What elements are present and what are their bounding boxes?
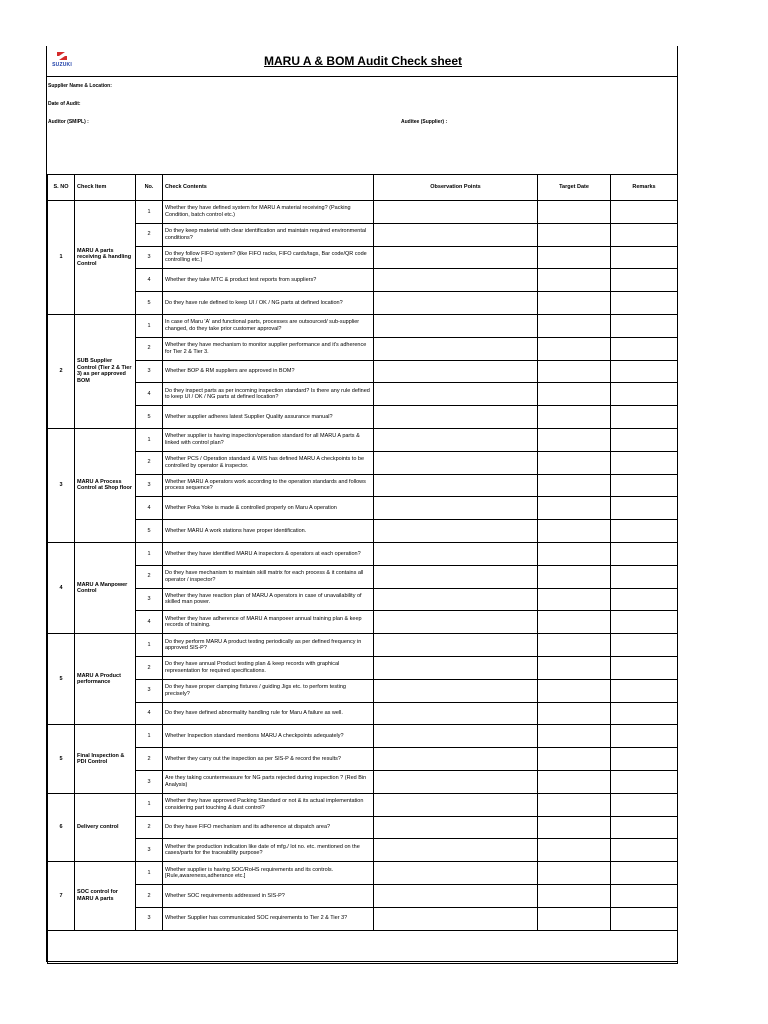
remarks-cell[interactable] bbox=[611, 383, 678, 406]
check-contents-cell: Whether they have adherence of MARU A manpoeer annual training plan & keep records of training. bbox=[163, 611, 374, 634]
remarks-cell[interactable] bbox=[611, 907, 678, 930]
table-body bbox=[48, 201, 678, 964]
header-check-item: Check Item bbox=[75, 175, 136, 201]
check-contents-cell: Whether Supplier has communicated SOC requirements to Tier 2 & Tier 3? bbox=[163, 907, 374, 930]
check-contents-cell: Do they follow FIFO system? (like FIFO racks, FIFO cards/tags, Bar code/QR code controlling etc.) bbox=[163, 246, 374, 269]
table-row bbox=[48, 406, 678, 429]
table-row bbox=[48, 451, 678, 474]
table-row bbox=[48, 793, 678, 816]
sno-cell: 5 bbox=[48, 634, 75, 725]
table-row bbox=[48, 702, 678, 725]
auditee-label: Auditee (Supplier) : bbox=[401, 119, 448, 125]
table-row bbox=[48, 246, 678, 269]
check-contents-cell: Whether MARU A operators work according to the operation standards and follows process sequence? bbox=[163, 474, 374, 497]
target-date-cell[interactable] bbox=[538, 520, 611, 543]
remarks-cell[interactable] bbox=[611, 542, 678, 565]
target-date-cell[interactable] bbox=[538, 246, 611, 269]
table-row bbox=[48, 314, 678, 337]
remarks-cell[interactable] bbox=[611, 588, 678, 611]
item-number-cell: 3 bbox=[136, 474, 163, 497]
target-date-cell[interactable] bbox=[538, 816, 611, 839]
observation-cell[interactable] bbox=[374, 246, 538, 269]
check-contents-cell: Whether they take MTC & product test reports from suppliers? bbox=[163, 269, 374, 292]
observation-cell[interactable] bbox=[374, 542, 538, 565]
remarks-cell[interactable] bbox=[611, 793, 678, 816]
table-row bbox=[48, 520, 678, 543]
item-number-cell: 3 bbox=[136, 588, 163, 611]
item-number-cell: 2 bbox=[136, 884, 163, 907]
remarks-cell[interactable] bbox=[611, 565, 678, 588]
item-number-cell: 5 bbox=[136, 520, 163, 543]
target-date-cell[interactable] bbox=[538, 793, 611, 816]
item-number-cell: 1 bbox=[136, 428, 163, 451]
check-item-cell: MARU A parts receiving & handling Control bbox=[75, 201, 136, 315]
remarks-cell[interactable] bbox=[611, 748, 678, 771]
table-row bbox=[48, 360, 678, 383]
remarks-cell[interactable] bbox=[611, 451, 678, 474]
table-row bbox=[48, 907, 678, 930]
check-contents-cell: Whether they have defined system for MARU A material receiving? (Packing Condition, batch control etc.) bbox=[163, 201, 374, 224]
remarks-cell[interactable] bbox=[611, 337, 678, 360]
remarks-cell[interactable] bbox=[611, 839, 678, 862]
table-row bbox=[48, 588, 678, 611]
remarks-cell[interactable] bbox=[611, 679, 678, 702]
check-contents-cell: Whether supplier is having SOC/RoHS requirements and its controls. [Rule,awareness,adherance etc.] bbox=[163, 862, 374, 885]
observation-cell[interactable] bbox=[374, 337, 538, 360]
target-date-cell[interactable] bbox=[538, 862, 611, 885]
check-item-cell: Final Inspection & PDI Control bbox=[75, 725, 136, 793]
observation-cell[interactable] bbox=[374, 565, 538, 588]
remarks-cell[interactable] bbox=[611, 884, 678, 907]
item-number-cell: 2 bbox=[136, 451, 163, 474]
table-row bbox=[48, 337, 678, 360]
item-number-cell: 4 bbox=[136, 611, 163, 634]
observation-cell[interactable] bbox=[374, 656, 538, 679]
observation-cell[interactable] bbox=[374, 474, 538, 497]
target-date-cell[interactable] bbox=[538, 725, 611, 748]
check-item-cell: MARU A Manpower Control bbox=[75, 542, 136, 633]
check-contents-cell: Whether they have approved Packing Standard or not & its actual implementation considering part touching & dust control? bbox=[163, 793, 374, 816]
table-row bbox=[48, 383, 678, 406]
check-contents-cell: Do they have rule defined to keep UI / OK / NG parts at defined location? bbox=[163, 292, 374, 315]
table-row bbox=[48, 474, 678, 497]
item-number-cell: 1 bbox=[136, 542, 163, 565]
target-date-cell[interactable] bbox=[538, 907, 611, 930]
check-contents-cell: Whether SOC requirements addressed in SIS-P? bbox=[163, 884, 374, 907]
remarks-cell[interactable] bbox=[611, 725, 678, 748]
date-label: Date of Audit: bbox=[48, 101, 81, 107]
check-contents-cell: Do they have annual Product testing plan & keep records with graphical representation for required specifications. bbox=[163, 656, 374, 679]
target-date-cell[interactable] bbox=[538, 884, 611, 907]
observation-cell[interactable] bbox=[374, 520, 538, 543]
item-number-cell: 2 bbox=[136, 748, 163, 771]
remarks-cell[interactable] bbox=[611, 816, 678, 839]
item-number-cell: 2 bbox=[136, 223, 163, 246]
item-number-cell: 2 bbox=[136, 656, 163, 679]
check-contents-cell: Are they taking countermeasure for NG parts rejected during inspection ? (Red Bin Analysis) bbox=[163, 770, 374, 793]
check-contents-cell: Do they have FIFO mechanism and its adherence at dispatch area? bbox=[163, 816, 374, 839]
table-row bbox=[48, 611, 678, 634]
page-title: MARU A & BOM Audit Check sheet bbox=[263, 54, 462, 68]
remarks-cell[interactable] bbox=[611, 406, 678, 429]
item-number-cell: 1 bbox=[136, 793, 163, 816]
table-row bbox=[48, 269, 678, 292]
item-number-cell: 5 bbox=[136, 406, 163, 429]
check-contents-cell: Whether the production indication like date of mfg./ lot no. etc. mentioned on the cases/parts for the traceability purpose? bbox=[163, 839, 374, 862]
table-row bbox=[48, 656, 678, 679]
check-contents-cell: Whether supplier is having inspection/operation standard for all MARU A parts & linked with control plan? bbox=[163, 428, 374, 451]
remarks-cell[interactable] bbox=[611, 246, 678, 269]
observation-cell[interactable] bbox=[374, 383, 538, 406]
check-contents-cell: Whether Poka Yoke is made & controlled properly on Maru A operation bbox=[163, 497, 374, 520]
footer-blank-cell bbox=[48, 930, 678, 963]
table-row bbox=[48, 565, 678, 588]
observation-cell[interactable] bbox=[374, 725, 538, 748]
remarks-cell[interactable] bbox=[611, 223, 678, 246]
table-row bbox=[48, 839, 678, 862]
checklist-table bbox=[47, 174, 678, 964]
item-number-cell: 1 bbox=[136, 634, 163, 657]
item-number-cell: 5 bbox=[136, 292, 163, 315]
target-date-cell[interactable] bbox=[538, 679, 611, 702]
check-contents-cell: Whether they have reaction plan of MARU A operators in case of unavailability of skilled man power. bbox=[163, 588, 374, 611]
table-row bbox=[48, 748, 678, 771]
target-date-cell[interactable] bbox=[538, 748, 611, 771]
target-date-cell[interactable] bbox=[538, 565, 611, 588]
observation-cell[interactable] bbox=[374, 223, 538, 246]
table-row bbox=[48, 770, 678, 793]
check-item-cell: MARU A Process Control at Shop floor bbox=[75, 428, 136, 542]
remarks-cell[interactable] bbox=[611, 702, 678, 725]
check-item-cell: SOC control for MARU A parts bbox=[75, 862, 136, 930]
check-contents-cell: Do they have proper clamping fixtures / guiding Jigs etc. to perform testing precisely? bbox=[163, 679, 374, 702]
sno-cell: 7 bbox=[48, 862, 75, 930]
target-date-cell[interactable] bbox=[538, 428, 611, 451]
item-number-cell: 1 bbox=[136, 862, 163, 885]
target-date-cell[interactable] bbox=[538, 337, 611, 360]
remarks-cell[interactable] bbox=[611, 862, 678, 885]
check-contents-cell: Do they have defined abnormality handling rule for Maru A failure as well. bbox=[163, 702, 374, 725]
check-contents-cell: Do they perform MARU A product testing periodically as per defined frequency in approved SIS-P? bbox=[163, 634, 374, 657]
sno-cell: 3 bbox=[48, 428, 75, 542]
check-contents-cell: Whether BOP & RM suppliers are approved in BOM? bbox=[163, 360, 374, 383]
supplier-label: Supplier Name & Location: bbox=[48, 83, 112, 89]
table-row bbox=[48, 862, 678, 885]
item-number-cell: 3 bbox=[136, 770, 163, 793]
logo-brand-text: SUZUKI bbox=[52, 62, 72, 68]
target-date-cell[interactable] bbox=[538, 360, 611, 383]
observation-cell[interactable] bbox=[374, 884, 538, 907]
check-item-cell: MARU A Product performance bbox=[75, 634, 136, 725]
header-observation: Observation Points bbox=[374, 175, 538, 201]
target-date-cell[interactable] bbox=[538, 269, 611, 292]
target-date-cell[interactable] bbox=[538, 406, 611, 429]
title-divider bbox=[47, 76, 677, 77]
observation-cell[interactable] bbox=[374, 406, 538, 429]
table-row bbox=[48, 725, 678, 748]
target-date-cell[interactable] bbox=[538, 542, 611, 565]
table-row bbox=[48, 816, 678, 839]
table-header-row bbox=[48, 175, 678, 201]
target-date-cell[interactable] bbox=[538, 497, 611, 520]
target-date-cell[interactable] bbox=[538, 223, 611, 246]
remarks-cell[interactable] bbox=[611, 292, 678, 315]
header-no: No. bbox=[136, 175, 163, 201]
target-date-cell[interactable] bbox=[538, 588, 611, 611]
target-date-cell[interactable] bbox=[538, 839, 611, 862]
table-row bbox=[48, 542, 678, 565]
sno-cell: 1 bbox=[48, 201, 75, 315]
target-date-cell[interactable] bbox=[538, 314, 611, 337]
table-row bbox=[48, 428, 678, 451]
remarks-cell[interactable] bbox=[611, 474, 678, 497]
table-row bbox=[48, 634, 678, 657]
sno-cell: 4 bbox=[48, 542, 75, 633]
check-item-cell: Delivery control bbox=[75, 793, 136, 861]
check-contents-cell: Whether they carry out the inspection as per SIS-P & record the results? bbox=[163, 748, 374, 771]
remarks-cell[interactable] bbox=[611, 611, 678, 634]
check-contents-cell: Whether supplier adheres latest Supplier Quality assurance manual? bbox=[163, 406, 374, 429]
observation-cell[interactable] bbox=[374, 862, 538, 885]
item-number-cell: 3 bbox=[136, 679, 163, 702]
header-check-contents: Check Contents bbox=[163, 175, 374, 201]
item-number-cell: 4 bbox=[136, 497, 163, 520]
observation-cell[interactable] bbox=[374, 770, 538, 793]
observation-cell[interactable] bbox=[374, 360, 538, 383]
observation-cell[interactable] bbox=[374, 907, 538, 930]
item-number-cell: 4 bbox=[136, 269, 163, 292]
check-contents-cell: Do they keep material with clear identification and maintain required environmental conditions? bbox=[163, 223, 374, 246]
target-date-cell[interactable] bbox=[538, 383, 611, 406]
item-number-cell: 2 bbox=[136, 816, 163, 839]
table-row bbox=[48, 884, 678, 907]
item-number-cell: 1 bbox=[136, 725, 163, 748]
observation-cell[interactable] bbox=[374, 702, 538, 725]
remarks-cell[interactable] bbox=[611, 770, 678, 793]
observation-cell[interactable] bbox=[374, 497, 538, 520]
remarks-cell[interactable] bbox=[611, 656, 678, 679]
target-date-cell[interactable] bbox=[538, 634, 611, 657]
header-target-date: Target Date bbox=[538, 175, 611, 201]
table-row bbox=[48, 497, 678, 520]
check-contents-cell: Do they have mechanism to maintain skill matrix for each process & it contains all operator / inspector? bbox=[163, 565, 374, 588]
observation-cell[interactable] bbox=[374, 793, 538, 816]
item-number-cell: 1 bbox=[136, 314, 163, 337]
check-contents-cell: Whether they have identified MARU A inspectors & operators at each operation? bbox=[163, 542, 374, 565]
header-remarks: Remarks bbox=[611, 175, 678, 201]
observation-cell[interactable] bbox=[374, 679, 538, 702]
observation-cell[interactable] bbox=[374, 634, 538, 657]
item-number-cell: 3 bbox=[136, 246, 163, 269]
observation-cell[interactable] bbox=[374, 314, 538, 337]
item-number-cell: 3 bbox=[136, 360, 163, 383]
check-contents-cell: Whether they have mechanism to monitor supplier performance and it's adherence for Tier 2 & Tier 3. bbox=[163, 337, 374, 360]
observation-cell[interactable] bbox=[374, 588, 538, 611]
table-row bbox=[48, 223, 678, 246]
observation-cell[interactable] bbox=[374, 748, 538, 771]
remarks-cell[interactable] bbox=[611, 497, 678, 520]
observation-cell[interactable] bbox=[374, 269, 538, 292]
auditor-label: Auditor (SMIPL) : bbox=[48, 119, 89, 125]
observation-cell[interactable] bbox=[374, 839, 538, 862]
check-contents-cell: Whether MARU A work stations have proper identification. bbox=[163, 520, 374, 543]
observation-cell[interactable] bbox=[374, 201, 538, 224]
observation-cell[interactable] bbox=[374, 816, 538, 839]
item-number-cell: 3 bbox=[136, 839, 163, 862]
item-number-cell: 3 bbox=[136, 907, 163, 930]
observation-cell[interactable] bbox=[374, 292, 538, 315]
item-number-cell: 4 bbox=[136, 383, 163, 406]
target-date-cell[interactable] bbox=[538, 292, 611, 315]
check-contents-cell: Whether Inspection standard mentions MARU A checkpoints adequately? bbox=[163, 725, 374, 748]
item-number-cell: 2 bbox=[136, 337, 163, 360]
observation-cell[interactable] bbox=[374, 451, 538, 474]
table-row bbox=[48, 201, 678, 224]
target-date-cell[interactable] bbox=[538, 702, 611, 725]
remarks-cell[interactable] bbox=[611, 269, 678, 292]
target-date-cell[interactable] bbox=[538, 770, 611, 793]
target-date-cell[interactable] bbox=[538, 656, 611, 679]
check-contents-cell: In case of Maru 'A' and functional parts, processes are outsourced/ sub-supplier changed, do they take prior customer approval? bbox=[163, 314, 374, 337]
observation-cell[interactable] bbox=[374, 611, 538, 634]
remarks-cell[interactable] bbox=[611, 428, 678, 451]
check-contents-cell: Whether PCS / Operation standard & WIS has defined MARU A checkpoints to be controlled by operator & inspector. bbox=[163, 451, 374, 474]
sno-cell: 6 bbox=[48, 793, 75, 861]
item-number-cell: 4 bbox=[136, 702, 163, 725]
item-number-cell: 2 bbox=[136, 565, 163, 588]
remarks-cell[interactable] bbox=[611, 520, 678, 543]
sno-cell: 2 bbox=[48, 314, 75, 428]
header-sno: S. NO bbox=[48, 175, 75, 201]
check-contents-cell: Do they inspect parts as per incoming inspection standard? Is there any rule defined to keep UI / OK / NG parts at defined location? bbox=[163, 383, 374, 406]
audit-sheet bbox=[46, 46, 678, 962]
target-date-cell[interactable] bbox=[538, 451, 611, 474]
target-date-cell[interactable] bbox=[538, 201, 611, 224]
remarks-cell[interactable] bbox=[611, 360, 678, 383]
target-date-cell[interactable] bbox=[538, 474, 611, 497]
check-item-cell: SUB Supplier Control (Tier 2 & Tier 3) as per approved BOM bbox=[75, 314, 136, 428]
sno-cell: 5 bbox=[48, 725, 75, 793]
item-number-cell: 1 bbox=[136, 201, 163, 224]
table-row bbox=[48, 679, 678, 702]
target-date-cell[interactable] bbox=[538, 611, 611, 634]
table-footer-row bbox=[48, 930, 678, 963]
table-row bbox=[48, 292, 678, 315]
observation-cell[interactable] bbox=[374, 428, 538, 451]
remarks-cell[interactable] bbox=[611, 201, 678, 224]
remarks-cell[interactable] bbox=[611, 314, 678, 337]
remarks-cell[interactable] bbox=[611, 634, 678, 657]
